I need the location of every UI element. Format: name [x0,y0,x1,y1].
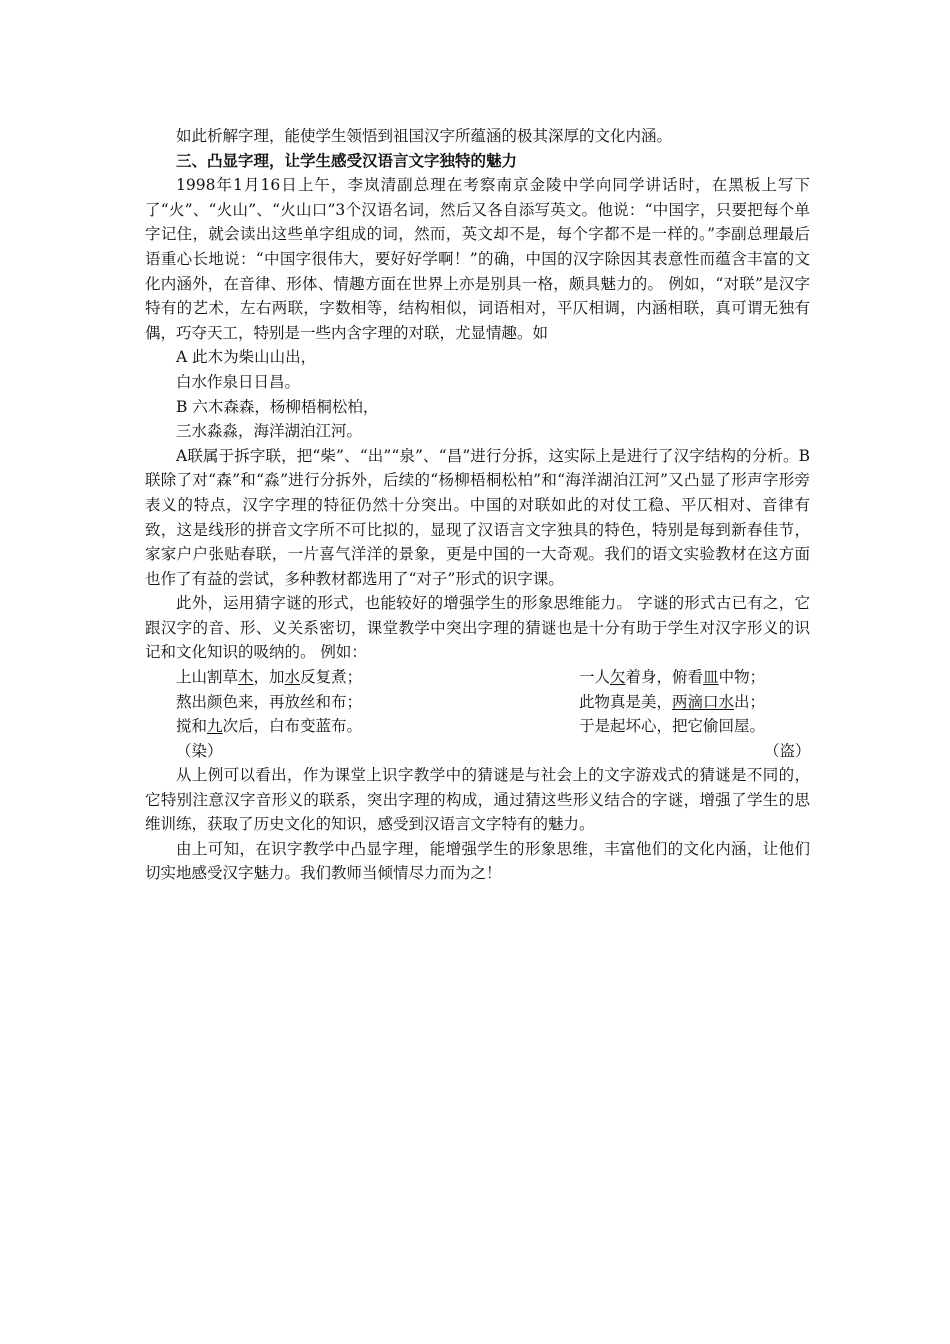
paragraph-riddle-analysis: 从上例可以看出，作为课堂上识字教学中的猜谜是与社会上的文字游戏式的猜谜是不同的， 它特别注意汉字音形义的联系，突出字理的构成，通过猜这些形义结合的字谜，增强了学生的思维训练，获取了历史文化的知识，感受到汉语言文字特有的魅力。 [145,766,810,834]
paragraph-riddle-intro: 此外，运用猜字谜的形式，也能较好的增强学生的形象思维能力。 字谜的形式古已有之，它跟汉字的音、形、义关系密切，课堂教学中突出字理的猜谜也是十分有助于学生对汉字形义的识记和文化知识的吸纳的。 例如： [145,594,810,662]
riddle-left-line3 [176,714,362,739]
riddle-right-line2 [579,690,765,715]
riddle-key-char: 九 [207,717,223,736]
couplet-a-line1: A 此木为柴山山出， [176,348,317,367]
riddle-text: 次后，白布变蓝布。 [222,717,363,736]
document-body [145,124,810,886]
paragraph-li-lanqing: 1998年1月16日上午，李岚清副总理在考察南京金陵中学向同学讲话时，在黑板上写下了“火”、“火山”、“火山口”3个汉语名词，然后又各自添写英文。他说：“中国字，只要把每个单字记住，就会读出这些单字组成的词，然而，英文却不是，每个字都不是一样的。”李副总理最后语重心长地说：“中国字很伟大，要好好学啊！”的确，中国的汉字除因其表意性而蕴含丰富的文化内涵外，在音律、形体、情趣方面在世界上亦是别具一格，颇具魅力的。 例如，“对联”是汉字特有的艺术，左右两联，字数相等，结构相似，词语相对，平仄相调，内涵相联，真可谓无独有偶，巧夺天工，特别是一些内含字理的对联，尤显情趣。如 [145,176,810,342]
riddle-text: 上山割草 [176,668,239,687]
riddle-text: 出； [734,692,766,711]
riddle-key-char: 皿 [703,668,719,687]
riddle-key-char: 水 [284,668,301,687]
riddle-text: 一人 [579,668,611,687]
riddle-text: ，加 [253,668,285,687]
riddle-right-line1 [579,665,765,690]
paragraph-couplet-analysis: A联属于拆字联，把“柴”、“出”“泉”、“昌”进行分拆，这实际上是进行了汉字结构的分析。B联除了对“森”和“淼”进行分拆外，后续的“杨柳梧桐松柏”和“海洋湖泊江河”又凸显了形声字形旁表义的特点，汉字字理的特征仍然十分突出。中国的对联如此的对仗工稳、平仄相对、音律有致，这是线形的拼音文字所不可比拟的，显现了汉语言文字独具的特色，特别是每到新春佳节，家家户户张贴春联，一片喜气洋洋的景象，更是中国的一大奇观。我们的语文实验教材在这方面也作了有益的尝试，多种教材都选用了“对子”形式的识字课。 [145,446,810,588]
riddle-right-answer: （盗） [764,741,811,760]
riddle-key-char: 欠 [610,668,626,687]
riddle-text: 此物真是美， [579,692,673,711]
riddle-key-char: 木 [238,668,254,687]
riddle-text: 中物； [718,668,766,687]
riddle-text: 着身，俯看 [625,668,704,687]
paragraph-intro: 如此析解字理，能使学生领悟到祖国汉字所蕴涵的极其深厚的文化内涵。 [176,127,673,145]
riddle-key-char: 两滴口水 [672,692,735,711]
riddle-text: 反复煮； [300,668,363,687]
couplet-b-line2: 三水淼淼，海洋湖泊江河。 [176,422,363,441]
riddle-block [145,665,810,763]
riddle-left-line2: 熬出颜色来，再放丝和布； [176,692,363,711]
couplet-b-line1: B 六木森森，杨柳梧桐松柏， [176,397,379,416]
couplet-a-line2: 白水作泉日日昌。 [176,372,301,391]
paragraph-conclusion: 由上可知，在识字教学中凸显字理，能增强学生的形象思维，丰富他们的文化内涵，让他们切实地感受汉字魅力。我们教师当倾情尽力而为之！ [145,839,810,883]
riddle-left-line1 [176,665,362,690]
section-heading: 三、凸显字理，让学生感受汉语言文字独特的魅力 [176,150,518,170]
riddle-right-line3: 于是起坏心，把它偷回屋。 [579,717,766,736]
riddle-left-answer: （染） [176,741,223,760]
riddle-text: 搅和 [176,717,208,736]
